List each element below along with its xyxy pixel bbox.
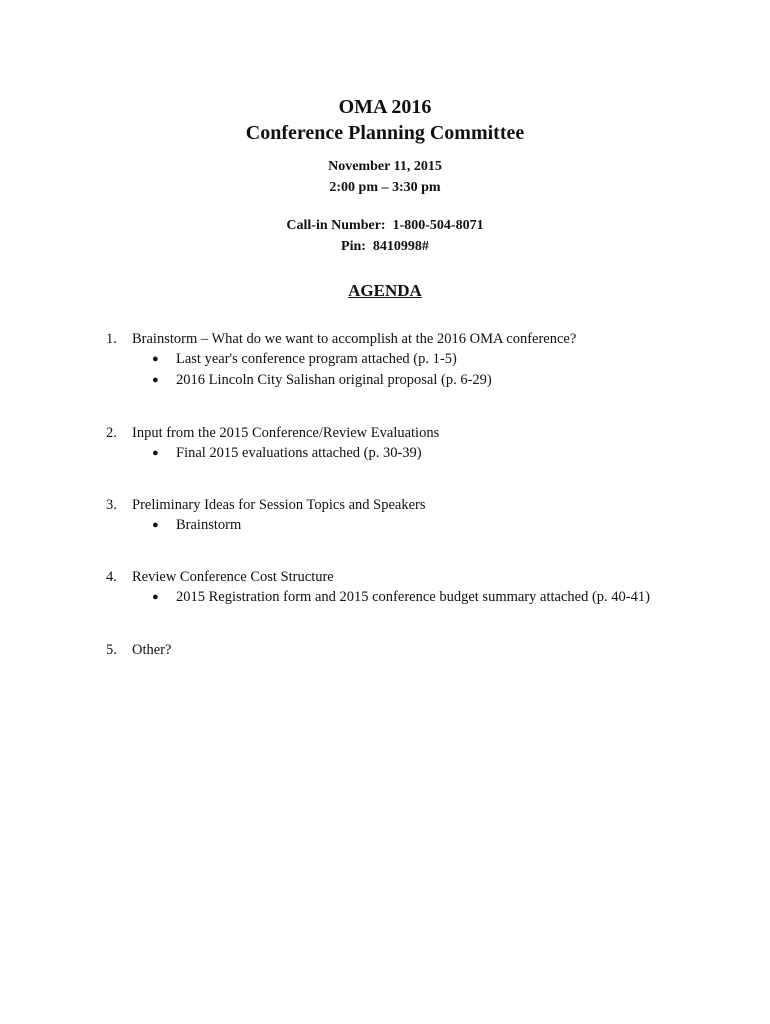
agenda-sub-item xyxy=(106,587,706,608)
agenda-item-number: 2. xyxy=(106,425,117,441)
agenda-sub-item xyxy=(106,515,706,536)
meeting-date: November 11, 2015 xyxy=(328,159,442,174)
agenda-item-text: Brainstorm – What do we want to accomplish at the 2016 OMA conference? xyxy=(132,331,577,347)
agenda-sub-item xyxy=(106,349,706,370)
bullet-icon: ● xyxy=(152,519,159,531)
agenda-item-number: 5. xyxy=(106,642,117,658)
agenda-item xyxy=(106,641,706,660)
agenda-item xyxy=(106,568,706,608)
agenda-sub-item-text: Final 2015 evaluations attached (p. 30-39) xyxy=(176,445,422,461)
call-in-number: Call-in Number: 1-800-504-8071 xyxy=(286,218,484,233)
meeting-time: 2:00 pm – 3:30 pm xyxy=(329,180,441,195)
agenda-item xyxy=(106,424,706,464)
agenda-list xyxy=(106,330,706,660)
agenda-sub-item-text: Last year's conference program attached (p. 1-5) xyxy=(176,351,457,367)
meeting-datetime xyxy=(0,156,770,198)
document-title: OMA 2016 xyxy=(338,96,432,118)
agenda-item-number: 3. xyxy=(106,497,117,513)
agenda-sub-item-text: 2015 Registration form and 2015 conference budget summary attached (p. 40-41) xyxy=(176,589,650,605)
agenda-sub-item-text: 2016 Lincoln City Salishan original proposal (p. 6-29) xyxy=(176,372,492,388)
agenda-item-text: Review Conference Cost Structure xyxy=(132,569,334,585)
agenda-item-number: 1. xyxy=(106,331,117,347)
call-in-pin: Pin: 8410998# xyxy=(341,239,429,254)
agenda-sub-item xyxy=(106,443,706,464)
bullet-icon: ● xyxy=(152,447,159,459)
agenda-sub-item xyxy=(106,370,706,391)
call-in-info xyxy=(0,215,770,257)
agenda-item-number: 4. xyxy=(106,569,117,585)
bullet-icon: ● xyxy=(152,591,159,603)
bullet-icon: ● xyxy=(152,353,159,365)
agenda-item xyxy=(106,496,706,536)
document-subtitle: Conference Planning Committee xyxy=(245,122,525,144)
document-header xyxy=(0,94,770,146)
agenda-heading: AGENDA xyxy=(348,281,422,300)
agenda-item xyxy=(106,330,706,391)
agenda-item-text: Input from the 2015 Conference/Review Evaluations xyxy=(132,425,440,441)
agenda-sub-item-text: Brainstorm xyxy=(176,517,242,533)
bullet-icon: ● xyxy=(152,374,159,386)
agenda-item-text: Other? xyxy=(132,642,172,658)
agenda-item-text: Preliminary Ideas for Session Topics and Speakers xyxy=(132,497,426,513)
